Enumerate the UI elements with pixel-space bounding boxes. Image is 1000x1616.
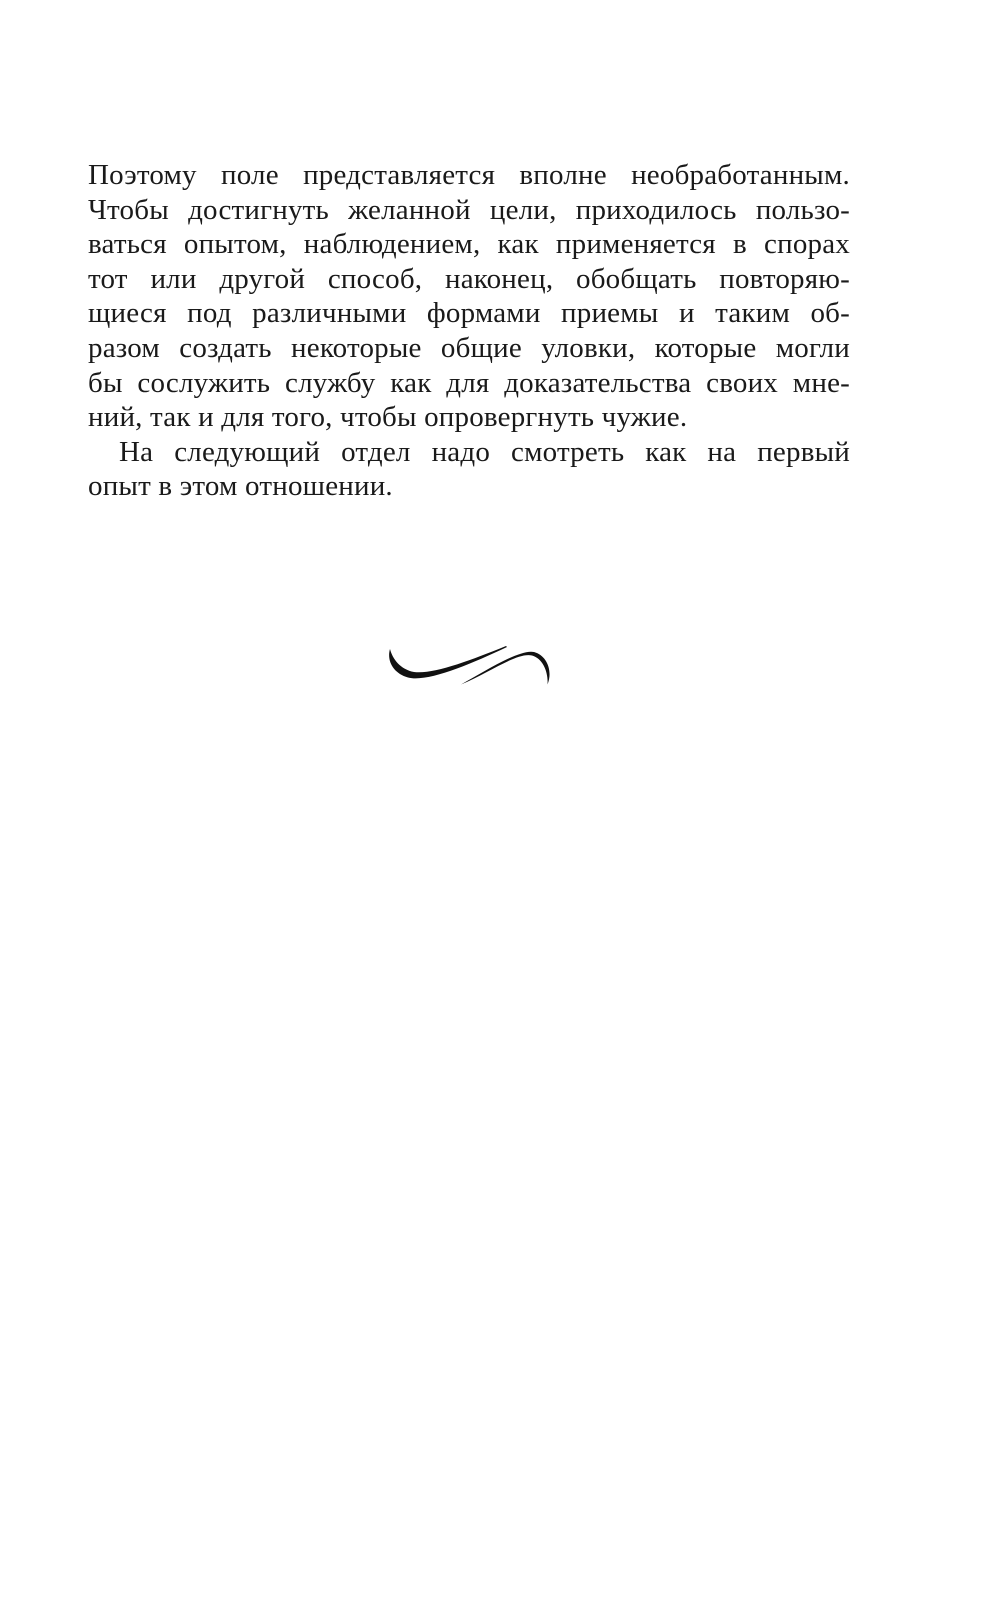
swash-flourish-icon xyxy=(387,646,551,688)
swash-lower-stroke xyxy=(461,652,550,685)
text-line: Чтобы достигнуть желанной цели, приходилось пользо- xyxy=(88,193,850,226)
text-line: опыт в этом отношении. xyxy=(88,470,393,503)
swash-upper-stroke xyxy=(389,646,507,678)
text-line: Поэтому поле представляется вполне необработанным. xyxy=(88,159,850,191)
text-line: ваться опытом, наблюдением, как применяется в спорах xyxy=(88,228,850,261)
text-line: разом создать некоторые общие уловки, которые могли xyxy=(88,331,850,364)
text-line: ний, так и для того, чтобы опровергнуть чужие. xyxy=(88,401,688,434)
text-line: щиеся под различными формами приемы и таким об- xyxy=(88,297,850,330)
text-line: тот или другой способ, наконец, обобщать повторяю- xyxy=(88,262,850,295)
text-line: На следующий отдел надо смотреть как на первый xyxy=(119,435,850,468)
body-text xyxy=(88,158,850,504)
text-line: бы сослужить службу как для доказательства своих мне- xyxy=(88,366,850,399)
section-divider xyxy=(88,646,850,690)
